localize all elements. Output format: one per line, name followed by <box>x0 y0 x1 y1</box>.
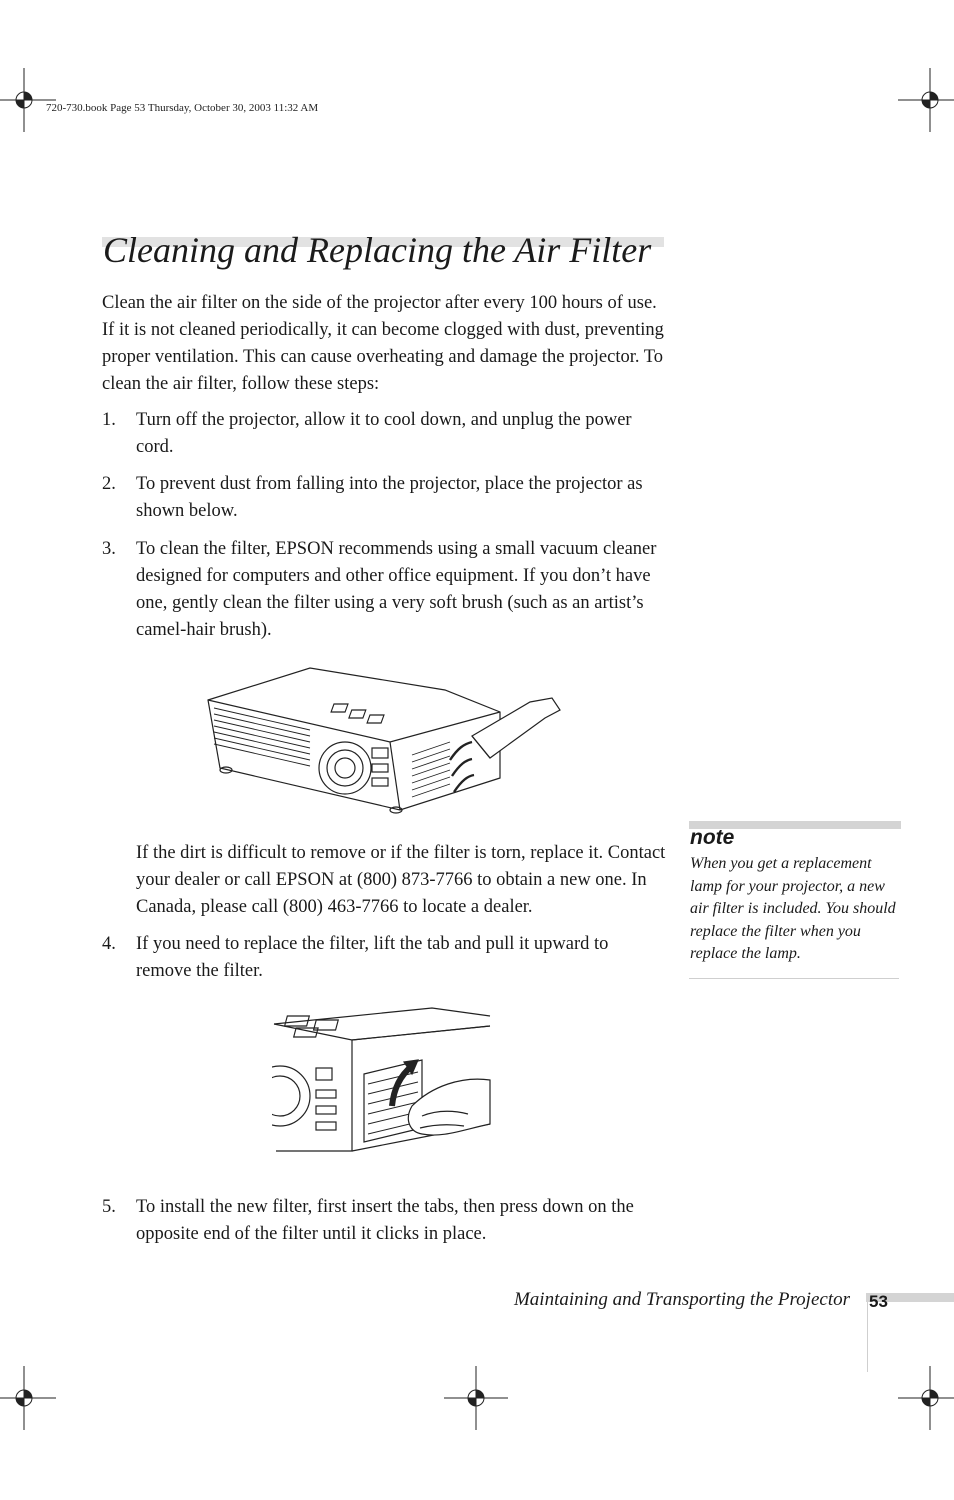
registration-mark-icon <box>444 1366 508 1430</box>
step-3 <box>102 536 666 644</box>
step-4 <box>102 931 666 985</box>
registration-mark-icon <box>898 68 954 132</box>
registration-mark-icon <box>898 1366 954 1430</box>
intro-paragraph: Clean the air filter on the side of the projector after every 100 hours of use. If it is not cleaned periodically, it can become clogged with dust, preventing proper ventilation. This can cause overheating and damage the projector. To clean the air filter, follow these steps: <box>102 293 664 394</box>
step-2 <box>102 471 666 525</box>
step-text: To install the new filter, first insert the tabs, then press down on the opposite end of the filter until it clicks in place. <box>136 1197 634 1244</box>
step-text: If you need to replace the filter, lift the tab and pull it upward to remove the filter. <box>136 934 609 981</box>
projector-vacuum-figure <box>200 660 565 820</box>
step-text: To prevent dust from falling into the projector, place the projector as shown below. <box>136 474 643 521</box>
step-text: Turn off the projector, allow it to cool down, and unplug the power cord. <box>136 410 632 457</box>
page-number: 53 <box>869 1292 888 1311</box>
step-number: 5. <box>102 1197 116 1217</box>
step-number: 4. <box>102 934 116 954</box>
registration-mark-icon <box>0 68 56 132</box>
step-number: 1. <box>102 410 116 430</box>
note-heading: note <box>690 826 735 849</box>
print-slug: 720-730.book Page 53 Thursday, October 30, 2003 11:32 AM <box>46 102 319 114</box>
step-text: To clean the filter, EPSON recommends using a small vacuum cleaner designed for computers and other office equipment. If you don’t have one, gently clean the filter using a very soft brush (such as an artist’s camel-hair brush). <box>136 539 657 640</box>
note-rule-bottom <box>689 978 899 979</box>
footer-section-title: Maintaining and Transporting the Projector <box>513 1289 850 1310</box>
step-number: 3. <box>102 539 116 559</box>
step-3-followup: If the dirt is difficult to remove or if the filter is torn, replace it. Contact your dealer or call EPSON at (800) 873-7766 to obtain a new one. In Canada, please call (800) 463-7766 to locate a dealer. <box>136 843 666 917</box>
page-title: Cleaning and Replacing the Air Filter <box>103 230 652 270</box>
registration-mark-icon <box>0 1366 56 1430</box>
step-number: 2. <box>102 474 116 494</box>
filter-removal-figure <box>272 1006 494 1156</box>
note-text: When you get a replacement lamp for your projector, a new air filter is included. You should replace the filter when you replace the lamp. <box>690 855 896 962</box>
page-vertical-rule <box>867 1302 868 1372</box>
step-5 <box>102 1194 666 1248</box>
step-1 <box>102 407 666 461</box>
